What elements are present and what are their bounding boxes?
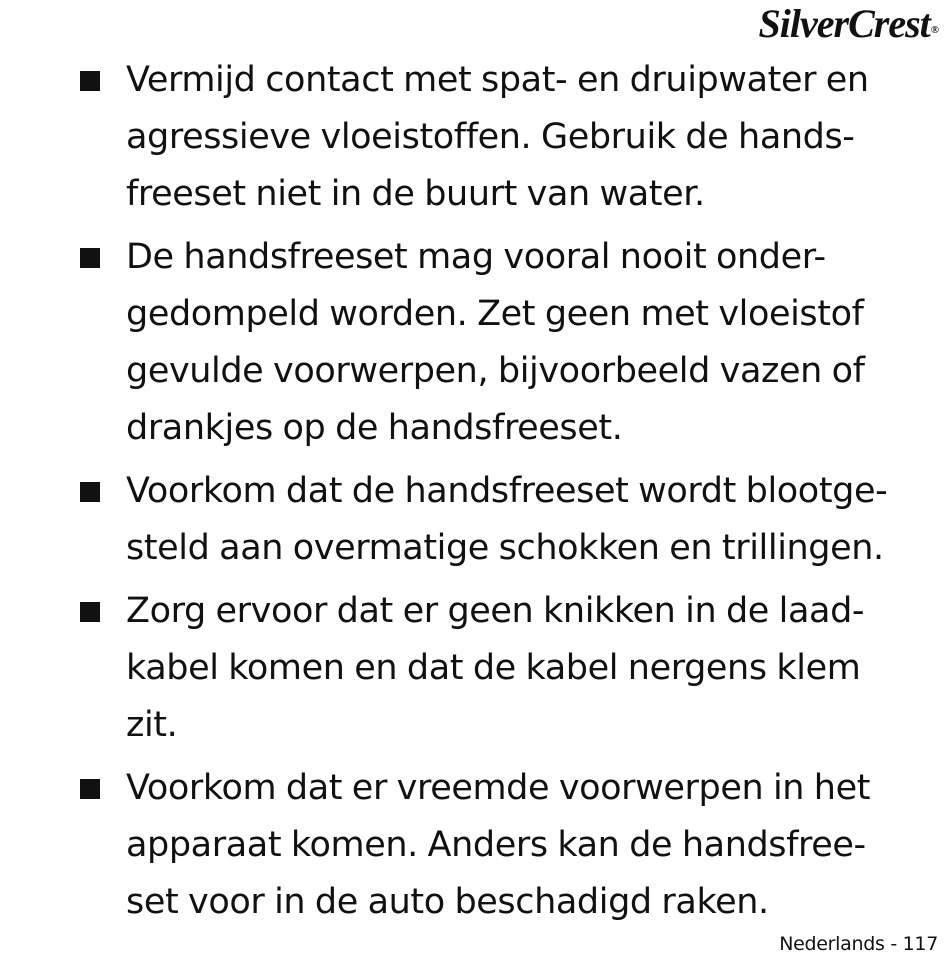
text-line: kabel komen en dat de kabel nergens klem <box>126 648 861 688</box>
text-line: steld aan overmatige schokken en trillingen. <box>126 528 884 568</box>
text-line: agressieve vloeistoffen. Gebruik de hands- <box>126 117 855 157</box>
text-line: De handsfreeset mag vooral nooit onder- <box>126 237 826 277</box>
square-bullet-icon <box>80 248 100 268</box>
list-item-text <box>126 760 938 931</box>
text-line: Zorg ervoor dat er geen knikken in de laad- <box>126 591 865 631</box>
list-item <box>78 583 938 754</box>
text-line: zit. <box>126 705 178 745</box>
list-item <box>78 52 938 223</box>
text-line: gevulde voorwerpen, bijvoorbeeld vazen of <box>126 351 865 391</box>
list-item <box>78 229 938 457</box>
text-line: Vermijd contact met spat- en druipwater en <box>126 60 869 100</box>
list-item <box>78 760 938 931</box>
text-line: Voorkom dat de handsfreeset wordt blootge- <box>126 471 888 511</box>
registered-mark: ® <box>930 24 938 36</box>
list-item <box>78 463 938 577</box>
square-bullet-icon <box>80 71 100 91</box>
square-bullet-icon <box>80 602 100 622</box>
text-line: Voorkom dat er vreemde voorwerpen in het <box>126 768 871 808</box>
safety-instructions-list <box>78 52 938 937</box>
text-line: set voor in de auto beschadigd raken. <box>126 882 769 922</box>
list-item-text <box>126 229 938 457</box>
list-item-text <box>126 463 938 577</box>
square-bullet-icon <box>80 482 100 502</box>
text-line: freeset niet in de buurt van water. <box>126 174 705 214</box>
text-line: gedompeld worden. Zet geen met vloeistof <box>126 294 864 334</box>
text-line: apparaat komen. Anders kan de handsfree- <box>126 825 866 865</box>
brand-logo <box>759 2 938 46</box>
text-line: drankjes op de handsfreeset. <box>126 408 623 448</box>
page-footer: Nederlands - 117 <box>779 933 938 955</box>
list-item-text <box>126 52 938 223</box>
square-bullet-icon <box>80 779 100 799</box>
list-item-text <box>126 583 938 754</box>
brand-name: SilverCrest <box>758 1 930 46</box>
